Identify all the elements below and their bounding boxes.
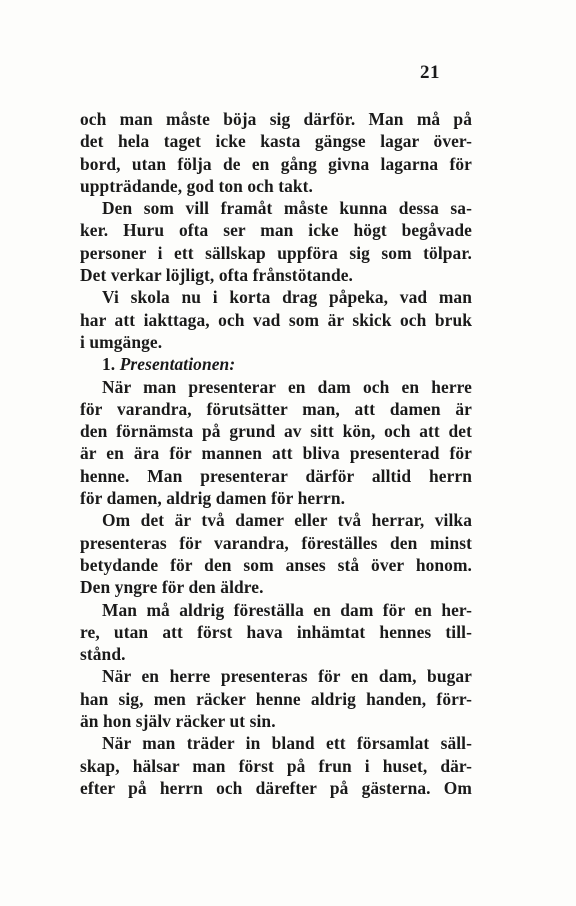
text-line [80, 398, 472, 420]
text-line [80, 264, 472, 286]
text-line [80, 732, 472, 754]
text-line-content: När en herre presenteras för en dam, bugar [102, 666, 472, 687]
text-line [80, 376, 472, 398]
text-line-content: för varandra, förutsätter man, att damen är [80, 398, 472, 419]
text-line [80, 621, 472, 643]
text-line-content: är en ära för mannen att bliva presenterad för [80, 443, 472, 464]
text-line-content: i umgänge. [80, 331, 163, 352]
text-line-content: Det verkar löjligt, ofta frånstötande. [80, 265, 353, 286]
text-line-content: än hon själv räcker ut sin. [80, 711, 276, 732]
text-line [80, 130, 472, 152]
text-line-content: för damen, aldrig damen för herrn. [80, 488, 346, 509]
text-line-content: har att iakttaga, och vad som är skick och bruk [80, 309, 472, 330]
text-line-content: Om det är två damer eller två herrar, vilka [102, 510, 472, 531]
text-line [80, 108, 472, 130]
text-line-content: stånd. [80, 644, 126, 665]
text-line-content: ker. Huru ofta ser man icke högt begåvade [80, 220, 472, 241]
text-line-content: bord, utan följa de en gång givna lagarna för [80, 153, 472, 174]
text-line-content: presenteras för varandra, föreställes den minst [80, 532, 472, 553]
text-line [80, 599, 472, 621]
text-line-content: Den yngre för den äldre. [80, 577, 264, 598]
text-line [80, 688, 472, 710]
text-line [80, 219, 472, 241]
text-line-content: re, utan att först hava inhämtat hennes till- [80, 621, 472, 642]
text-line-content: henne. Man presenterar därför alltid herrn [80, 465, 472, 486]
text-line-content: Den som vill framåt måste kunna dessa sa- [102, 198, 472, 219]
text-line [80, 420, 472, 442]
text-line [80, 576, 472, 598]
text-line [80, 242, 472, 264]
text-line-content: skap, hälsar man först på frun i huset, där- [80, 755, 472, 776]
text-line [80, 665, 472, 687]
text-line-content: efter på herrn och därefter på gästerna. Om [80, 777, 472, 798]
text-line [80, 509, 472, 531]
text-line [80, 175, 472, 197]
text-line-content: uppträdande, god ton och takt. [80, 175, 313, 196]
text-line-content: han sig, men räcker henne aldrig handen, förr- [80, 688, 472, 709]
text-line-content: När man träder in bland ett församlat säll- [102, 733, 472, 754]
text-line [80, 643, 472, 665]
text-line [80, 755, 472, 777]
text-line [80, 331, 472, 353]
text-line-content: När man presenterar en dam och en herre [102, 376, 472, 397]
text-line-content: 1. [102, 354, 120, 375]
text-line-content: personer i ett sällskap uppföra sig som tölpar. [80, 242, 472, 263]
text-line [80, 197, 472, 219]
text-line [80, 286, 472, 308]
text-line-content: betydande för den som anses stå över honom. [80, 554, 472, 575]
text-line [80, 777, 472, 799]
text-line [80, 487, 472, 509]
text-line-content: det hela taget icke kasta gängse lagar över- [80, 131, 472, 152]
text-line [80, 465, 472, 487]
text-line [80, 309, 472, 331]
text-line [80, 532, 472, 554]
text-line [80, 554, 472, 576]
text-line [80, 353, 472, 375]
text-line-content: Man må aldrig föreställa en dam för en her- [102, 599, 472, 620]
body-text [80, 108, 472, 799]
text-line-content: och man måste böja sig därför. Man må på [80, 109, 472, 129]
text-line-content: Vi skola nu i korta drag påpeka, vad man [102, 287, 472, 308]
text-line [80, 710, 472, 732]
text-line-content: den förnämsta på grund av sitt kön, och att det [80, 421, 472, 442]
text-line [80, 442, 472, 464]
text-line [80, 153, 472, 175]
page-number: 21 [420, 62, 440, 83]
section-heading-italic: Presentationen: [119, 354, 236, 375]
